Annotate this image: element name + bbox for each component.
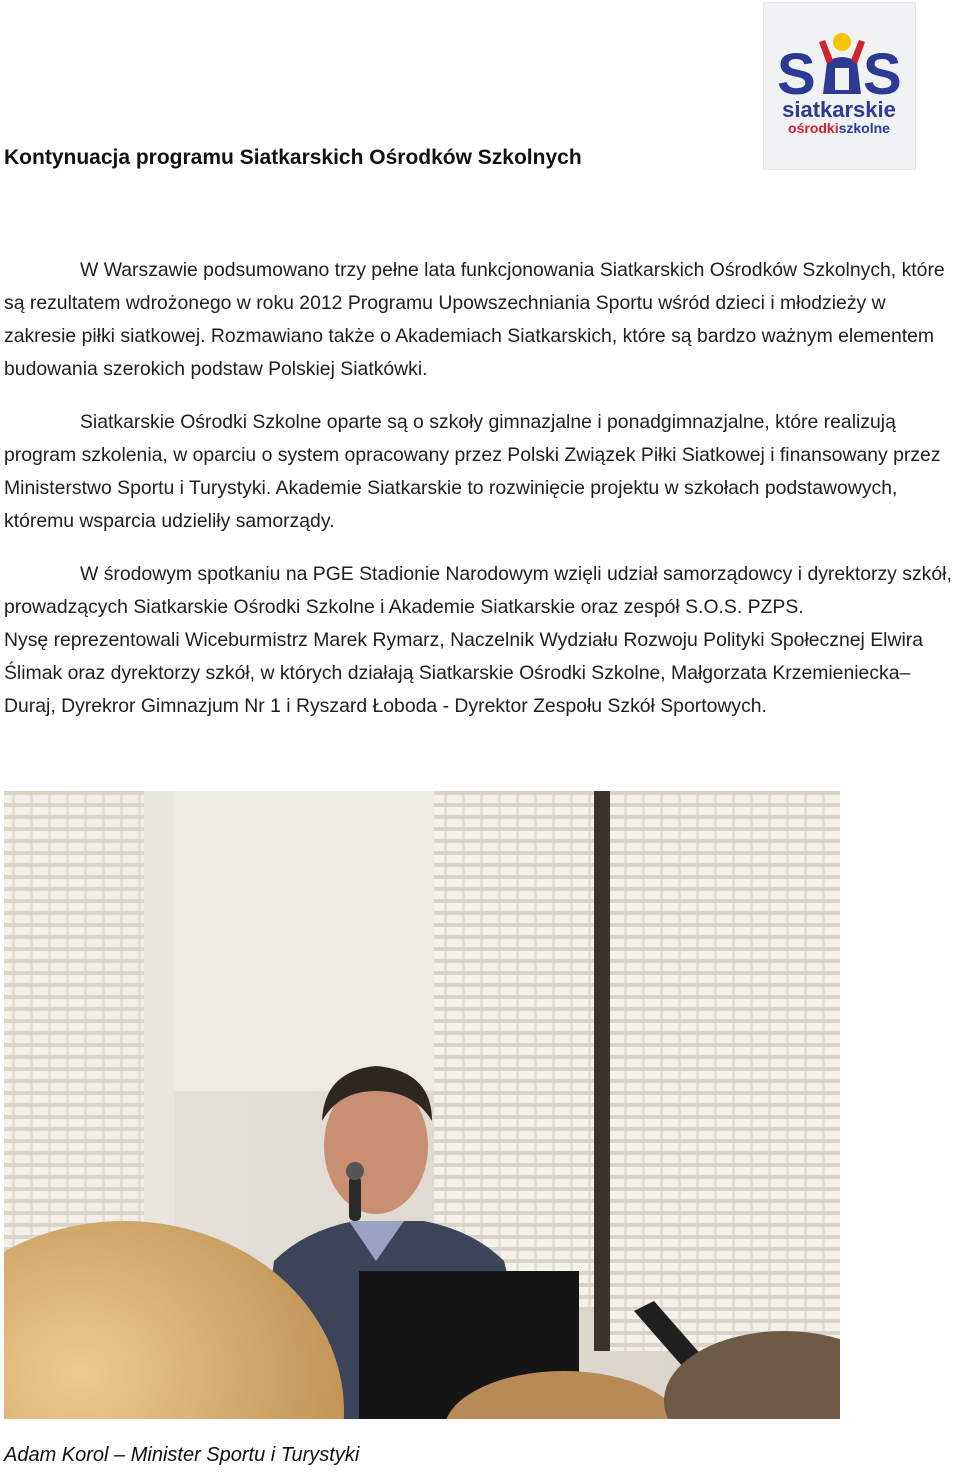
logo-hand-left-icon: [819, 40, 833, 64]
logo-letter-s2: S: [863, 42, 902, 107]
page-title: Kontynuacja programu Siatkarskich Ośrodków Szkolnych: [4, 146, 582, 169]
article-body: [4, 254, 958, 723]
paragraph-3: W środowym spotkaniu na PGE Stadionie Narodowym wzięli udział samorządowcy i dyrektorzy szkół, prowadzących Siatkarskie Ośrodki Szkolne i Akademie Siatkarskie oraz zespół S.O.S. PZPS.: [4, 563, 952, 618]
logo-line2a: ośrodki: [788, 120, 839, 136]
sos-logo: [763, 2, 916, 170]
paragraph-1: W Warszawie podsumowano trzy pełne lata funkcjonowania Siatkarskich Ośrodków Szkolnych, które są rezultatem wdrożonego w roku 2012 Programu Upowszechniania Sportu wśród dzieci i młodzieży w zakresie piłki siatkowej. Rozmawiano także o Akademiach Siatkarskich, które są bardzo ważnym elementem budowania szerokich podstaw Polskiej Siatkówki.: [4, 259, 945, 380]
event-photo: [4, 791, 840, 1419]
microphone-icon: [349, 1176, 361, 1221]
logo-ball-icon: [833, 33, 851, 51]
logo-line1: siatkarskie: [782, 97, 896, 122]
paragraph-2: Siatkarskie Ośrodki Szkolne oparte są o szkoły gimnazjalne i ponadgimnazjalne, które realizują program szkolenia, w oparciu o system opracowany przez Polski Związek Piłki Siatkowej i finansowany przez Ministerstwo Sportu i Turystyki. Akademie Siatkarskie to rozwinięcie projektu w szkołach podstawowych, któremu wsparcia udzieliły samorządy.: [4, 411, 941, 532]
paragraph-4: Nysę reprezentowali Wiceburmistrz Marek Rymarz, Naczelnik Wydziału Rozwoju Polityki Społecznej Elwira Ślimak oraz dyrektorzy szkół, w których działają Siatkarskie Ośrodki Szkolne, Małgorzata Krzemieniecka–Duraj, Dyrekror Gimnazjum Nr 1 i Ryszard Łoboda - Dyrektor Zespołu Szkół Sportowych.: [4, 629, 924, 717]
logo-line2b: szkolne: [838, 120, 890, 136]
logo-letter-s1: S: [777, 42, 816, 107]
photo-caption: Adam Korol – Minister Sportu i Turystyki: [4, 1444, 360, 1466]
svg-text:ośrodkiszkolne: [788, 120, 890, 136]
